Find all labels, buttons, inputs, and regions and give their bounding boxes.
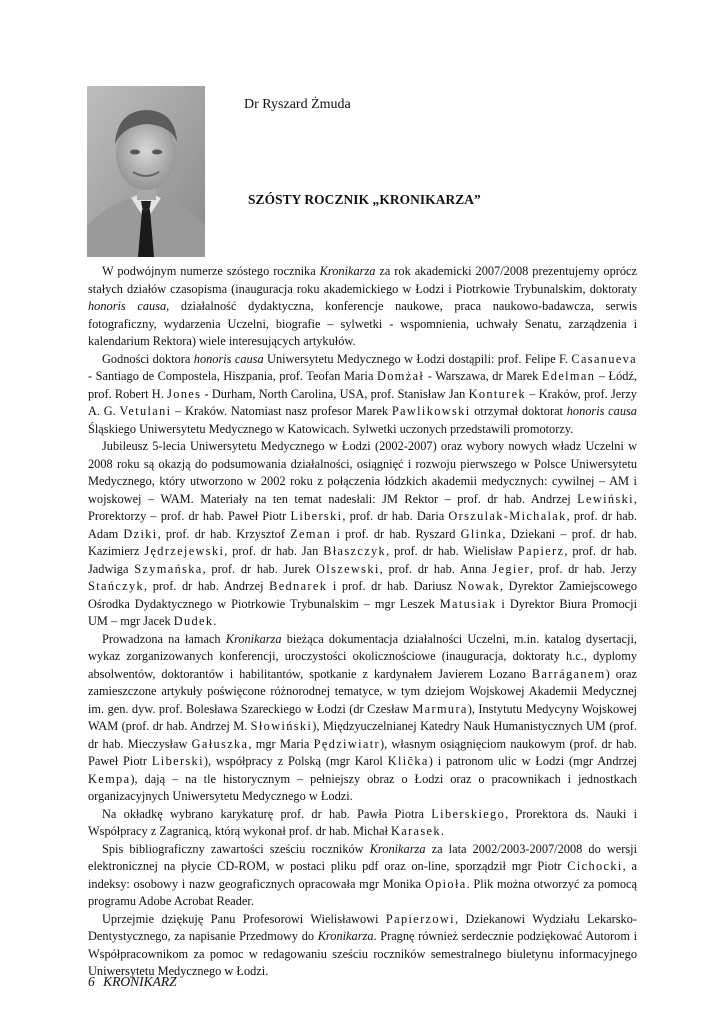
page-number: 6: [88, 974, 95, 989]
paragraph: Spis bibliograficzny zawartości sześciu roczników Kronikarza za lata 2002/2003-2007/2008 do wersji elektronicznej na płycie CD-ROM, w postaci pliku pdf oraz on-line, sporządził mgr Piotr Cichocki, a indeksy: osobowy i nazw geograficznych opracowała mgr Monika Opioła. Plik można otworzyć za pomocą programu Adobe Acrobat Reader.: [88, 841, 638, 908]
paragraph: Uprzejmie dziękuję Panu Profesorowi Wielisławowi Papierzowi, Dziekanowi Wydziału Lekarsko-Dentystycznego, za napisanie Przedmowy do Kronikarza. Pragnę również serdecznie podziękować Autorom i Współpracownikom za pomoc w redagowaniu sześciu roczników semestralnego biuletynu informacyjnego Uniwersytetu Medycznego w Łodzi.: [88, 911, 637, 978]
magazine-name: KRONIKARZ: [103, 974, 177, 989]
paragraph: Jubileusz 5-lecia Uniwersytetu Medycznego w Łodzi (2002-2007) oraz wybory nowych władz Uczelni w 2008 roku są okazją do podsumowania działalności, osiągnięć i rozwoju pierwszego w Polsce Uniwersytetu Medycznego, który utworzono w 2002 roku z połączenia łódzkich akademii medycznych: cywilnej – AM i wojskowej – WAM. Materiały na ten temat nadesłali: JM Rektor – prof. dr hab. Andrzej Lewiński, Prorektorzy – prof. dr hab. Paweł Piotr Liberski, prof. dr hab. Daria Orszulak-Michalak, prof. dr hab. Adam Dziki, prof. dr hab. Krzysztof Zeman i prof. dr hab. Ryszard Glinka, Dziekani – prof. dr hab. Kazimierz Jędrzejewski, prof. dr hab. Jan Błaszczyk, prof. dr hab. Wielisław Papierz, prof. dr hab. Jadwiga Szymańska, prof. dr hab. Jurek Olszewski, prof. dr hab. Anna Jegier, prof. dr hab. Jerzy Stańczyk, prof. dr hab. Andrzej Bednarek i prof. dr hab. Dariusz Nowak, Dyrektor Zamiejscowego Ośrodka Dydaktycznego w Piotrkowie Trybunalskim – mgr Leszek Matusiak i Dyrektor Biura Promocji UM – mgr Jacek Dudek.: [88, 439, 638, 628]
paragraph: Prowadzona na łamach Kronikarza bieżąca dokumentacja działalności Uczelni, m.in. katalog dysertacji, wykaz zorganizowanych konferencji, uroczystości okolicznościowe (inauguracja, doktoraty h.c., dyplomy absolwentów, doktorantów i habilitantów, spotkanie z kardynałem Javierem Lozano Barráganem) oraz zamieszczone artykuły poświęcone różnorodnej tematyce, w tym dziejom Wojskowej Akademii Medycznej im. gen. dyw. prof. Bolesława Szareckiego w Łodzi (dr Czesław Marmura), Instytutu Medycyny Wojskowej WAM (prof. dr hab. Andrzej M. Słowiński), Międzyuczelnianej Katedry Nauk Humanistycznych UM (prof. dr hab. Mieczysław Gałuszka, mgr Maria Pędziwiatr), własnym osiągnięciom naukowym (prof. dr hab. Paweł Piotr Liberski), współpracy z Polską (mgr Karol Klička) i patronom ulic w Łodzi (mgr Andrzej Kempa), dają – na tle historycznym – pełniejszy obraz o Łodzi oraz o pracownikach i jednostkach organizacyjnych Uniwersytetu Medycznego w Łodzi.: [88, 631, 637, 803]
author-name: Dr Ryszard Żmuda: [244, 97, 351, 112]
article-body: [88, 263, 637, 981]
paragraph: W podwójnym numerze szóstego rocznika Kronikarza za rok akademicki 2007/2008 prezentujemy oprócz stałych działów czasopisma (inauguracja roku akademickiego w Łodzi i Piotrkowie Trybunalskim, doktoraty honoris causa, działalność dydaktyczna, konferencje naukowe, praca naukowo-badawcza, serwis fotograficzny, wydarzenia Uczelni, biografie – sylwetki - wspomnienia, uchwały Senatu, zarządzenia i kalendarium Rektora) wiele interesujących artykułów.: [88, 264, 637, 348]
page-footer: [88, 974, 177, 990]
article-title: SZÓSTY ROCZNIK „KRONIKARZA”: [248, 192, 481, 207]
paragraph: Na okładkę wybrano karykaturę prof. dr hab. Pawła Piotra Liberskiego, Prorektora ds. Nauki i Współpracy z Zagranicą, którą wykonał prof. dr hab. Michał Karasek.: [88, 806, 638, 838]
author-portrait-photo: [87, 86, 205, 257]
paragraph: Godności doktora honoris causa Uniwersytetu Medycznego w Łodzi dostąpili: prof. Felipe F. Casanueva - Santiago de Compostela, Hiszpania, prof. Teofan Maria Domżał - Warszawa, dr Marek Edelman – Łódź, prof. Robert H. Jones - Durham, North Carolina, USA, prof. Stanisław Jan Konturek – Kraków, prof. Jerzy A. G. Vetulani – Kraków. Natomiast nasz profesor Marek Pawlikowski otrzymał doktorat honoris causa Śląskiego Uniwersytetu Medycznego w Katowicach. Sylwetki uczonych przedstawili promotorzy.: [88, 351, 637, 436]
